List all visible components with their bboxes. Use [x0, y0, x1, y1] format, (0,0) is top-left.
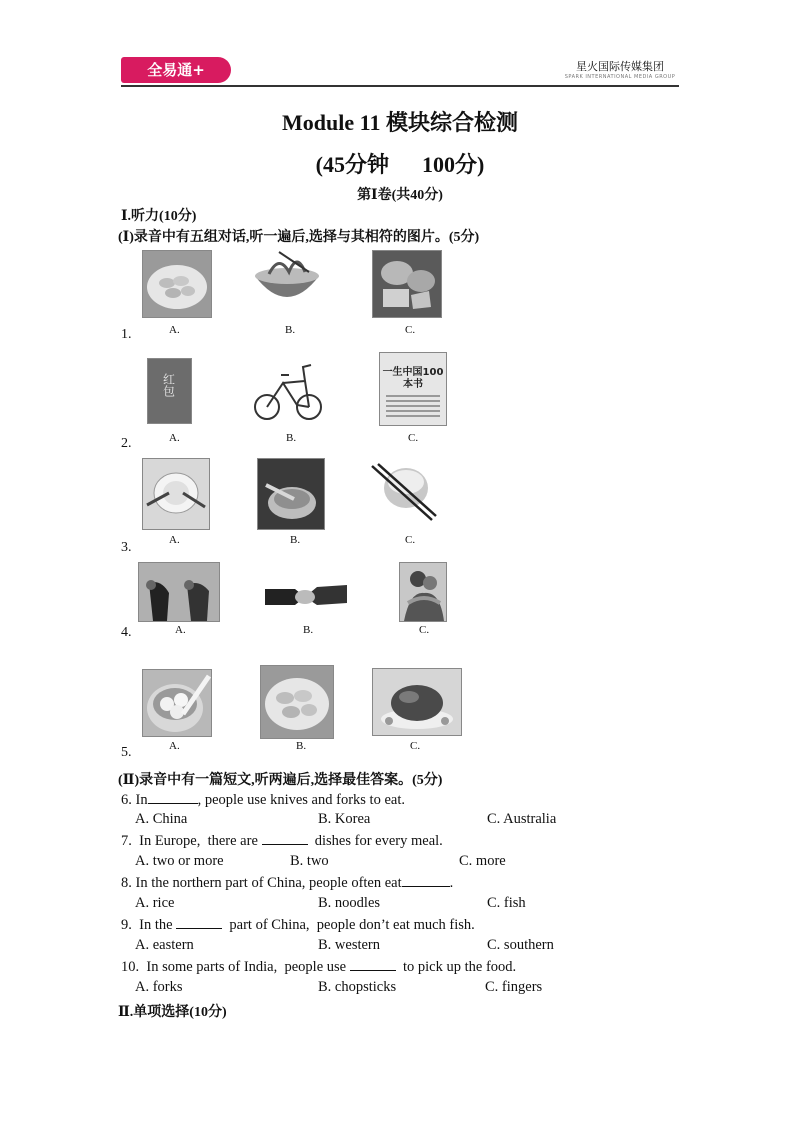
page-title: Module 11 模块综合检测 — [282, 110, 518, 135]
option: A. forks — [135, 979, 183, 995]
section-single-choice: Ⅱ.单项选择(10分) — [118, 1005, 227, 1020]
dumplings-plate-image — [260, 665, 334, 739]
header-divider — [121, 85, 679, 87]
option: B. western — [318, 937, 381, 953]
option: B. noodles — [318, 895, 381, 911]
option: B. Korea — [318, 811, 371, 827]
question-text: to pick up the food. — [395, 959, 517, 975]
option-label: B. — [290, 534, 301, 546]
option-label: C. — [410, 740, 421, 752]
option-label: B. — [303, 624, 314, 636]
question-7 — [121, 832, 443, 850]
answer-blank — [402, 874, 450, 887]
publisher-name-en: SPARK INTERNATIONAL MEDIA GROUP — [564, 74, 676, 80]
option: C. more — [459, 853, 506, 869]
bicycle-image — [253, 353, 323, 425]
brand-logo: 全易通+ — [121, 57, 231, 83]
option-label: C. — [405, 534, 416, 546]
option: C. fish — [487, 895, 526, 911]
question-10 — [121, 958, 516, 976]
question-text: , people use knives and forks to eat. — [197, 792, 405, 808]
option-label: A. — [169, 740, 180, 752]
option: A. two or more — [135, 853, 224, 869]
option-label: A. — [169, 324, 180, 336]
option-label: C. — [405, 324, 416, 336]
option: A. eastern — [135, 937, 194, 953]
option-label: B. — [285, 324, 296, 336]
bowl-spoon-image — [257, 458, 325, 530]
answer-blank — [350, 958, 396, 971]
question-8 — [121, 874, 453, 892]
question-text: 7. In Europe, there are — [121, 833, 262, 849]
hugging-image — [399, 562, 447, 622]
book-cover-image — [379, 352, 447, 426]
option: C. southern — [487, 937, 554, 953]
question-text: . — [449, 875, 454, 891]
option-label: B. — [286, 432, 297, 444]
option: B. two — [290, 853, 329, 869]
book-cover-lines — [386, 395, 440, 417]
question-number: 3. — [121, 540, 132, 555]
question-number: 2. — [121, 436, 132, 451]
page-subtitle: (45分钟 100分) — [315, 152, 485, 177]
tangyuan-bowl-image — [142, 669, 212, 737]
handshake-image — [265, 575, 347, 615]
question-6 — [121, 791, 405, 809]
book-cover-text: 一生中国100本书 — [382, 367, 444, 390]
subsection-2: (Ⅱ)录音中有一篇短文,听两遍后,选择最佳答案。(5分) — [118, 773, 443, 788]
question-text: 10. In some parts of India, people use — [121, 959, 350, 975]
option-label: B. — [296, 740, 307, 752]
answer-blank — [262, 832, 308, 845]
dumplings-plate-image — [142, 250, 212, 318]
people-bowing-image — [138, 562, 220, 622]
bowl-chopsticks-image — [368, 462, 438, 524]
question-number: 4. — [121, 625, 132, 640]
option: C. fingers — [485, 979, 543, 995]
option-label: A. — [175, 624, 186, 636]
part-heading: 第Ⅰ卷(共40分) — [357, 188, 443, 203]
section-listening: Ⅰ.听力(10分) — [121, 209, 197, 224]
publisher-mark — [560, 58, 680, 80]
question-text: dishes for every meal. — [307, 833, 443, 849]
option-label: C. — [419, 624, 430, 636]
roast-turkey-image — [372, 668, 462, 736]
question-number: 1. — [121, 327, 132, 342]
plate-knife-fork-image — [142, 458, 210, 530]
answer-blank — [176, 916, 222, 929]
option: C. Australia — [487, 811, 557, 827]
red-envelope-text: 红包 — [161, 373, 176, 397]
answer-blank — [148, 791, 198, 804]
question-9 — [121, 916, 475, 934]
option-label: A. — [169, 534, 180, 546]
publisher-name: 星火国际传媒集团 — [576, 60, 664, 73]
question-text: 6. In — [121, 792, 148, 808]
noodle-bowl-image — [249, 248, 325, 312]
option: A. rice — [135, 895, 175, 911]
subsection-1: (Ⅰ)录音中有五组对话,听一遍后,选择与其相符的图片。(5分) — [118, 230, 480, 245]
mooncakes-image — [372, 250, 442, 318]
question-number: 5. — [121, 745, 132, 760]
question-text: part of China, people don’t eat much fish. — [222, 917, 475, 933]
red-envelope-image — [147, 358, 192, 424]
option-label: C. — [408, 432, 419, 444]
option: B. chopsticks — [318, 979, 397, 995]
option-label: A. — [169, 432, 180, 444]
question-text: 8. In the northern part of China, people often eat — [121, 875, 402, 891]
question-text: 9. In the — [121, 917, 177, 933]
option: A. China — [135, 811, 188, 827]
